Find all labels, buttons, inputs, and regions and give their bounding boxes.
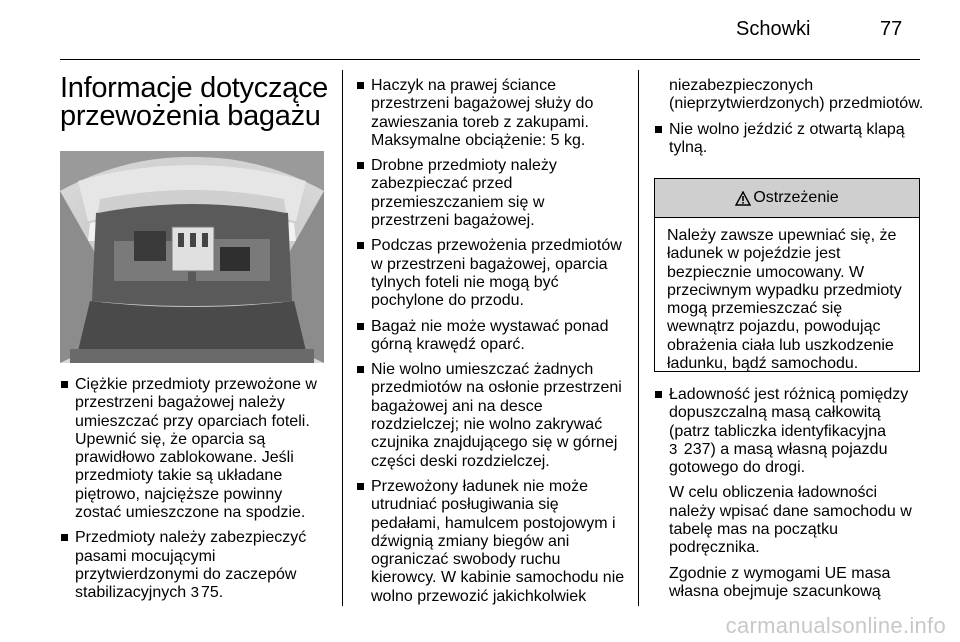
list-item-text: Haczyk na prawej ściance przestrzeni bagażowej służy do zawieszania toreb z zakupami. Maksymalne obciążenie: 5 kg. [371,77,594,149]
page-number: 77 [880,18,903,40]
luggage-compartment-photo [60,151,324,363]
list-item-text: 237) a masą własną pojazdu gotowego do drogi. [669,440,888,477]
column-divider-2 [638,70,639,606]
watermark-footer: carmanualsonline.info [725,613,946,638]
list-item-text: Drobne przedmioty należy zabezpieczać przed przemieszczaniem się w przestrzeni bagażowej. [371,157,557,230]
list-item [60,529,330,602]
column-3-top-list [654,77,924,164]
column-2-list [356,77,626,613]
running-header-section: Schowki [736,18,811,40]
list-item [654,121,924,158]
warning-title: Ostrzeżenie [753,189,839,206]
list-item-text: niezabezpieczonych (nieprzytwierdzonych) przedmiotów. [669,77,924,113]
heading-line-1: Informacje dotyczące [60,72,329,104]
column-3-bottom-list [654,386,924,608]
column-divider-1 [342,70,343,606]
list-item [356,237,626,310]
list-item [60,376,330,522]
list-item-text: Podczas przewożenia przedmiotów w przestrzeni bagażowej, oparcia tylnych foteli nie mogą być pochylone do przodu. [371,237,622,310]
list-item-text: Przewożony ładunek nie może utrudniać posługiwania się pedałami, hamulcem postojowym i dźwignią zmiany biegów ani ograniczać swobody ruchu kierowcy. W kabinie samochodu nie wolno przewozić jakichkolwiek [371,477,625,605]
list-item-paragraph: W celu obliczenia ładowności należy wpisać dane samochodu w tabelę mas na początku podręcznika. [669,484,912,557]
list-item-text: Ciężkie przedmioty przewożone w przestrzeni bagażowej należy umieszczać przy oparciach foteli. Upewnić się, że oparcia są prawidłowo zablokowane. Jeśli przedmioty takie są układane piętrowo, najcięższe powinny zostać umieszczone na spodzie. [75,376,317,522]
list-item-text: Nie wolno umieszczać żadnych przedmiotów na osłonie przestrzeni bagażowej ani na desce rozdzielczej; nie wolno zakrywać czujnika znajdującego się w górnej części deski rozdzielczej. [371,361,622,470]
list-item-text: Nie wolno jeździć z otwartą klapą tylną. [669,120,905,156]
list-item-text: Bagaż nie może wystawać ponad górną krawędź oparć. [371,317,609,353]
list-item [356,157,626,230]
list-item [356,318,626,355]
list-item-continuation [654,77,924,114]
page-reference-number: 75. [200,584,224,602]
warning-body: Należy zawsze upewniać się, że ładunek w pojeździe jest bezpiecznie umocowany. W przeciwnym wypadku przedmioty mogą przemieszczać się wewnątrz pojazdu, powodując obrażenia ciała lub uszkodzenie ładunku, bądź samochodu. [667,227,902,373]
heading-line-2: przewożenia bagażu [60,100,321,132]
section-heading [60,74,328,130]
page-reference-arrow-icon: 3 [669,440,678,458]
list-item [356,77,626,150]
list-item-paragraph: Zgodnie z wymogami UE masa własna obejmuje szacunkową [669,564,891,600]
header-rule [60,59,920,60]
warning-header [655,179,919,218]
page-reference-arrow-icon: 3 [190,584,199,602]
list-item-text: Ładowność jest różnicą pomiędzy dopuszczalną masą całkowitą (patrz tabliczka identyfikacyjna [669,386,909,440]
list-item [654,386,924,601]
list-item [356,361,626,471]
warning-triangle-icon [735,191,751,206]
list-item [356,478,626,606]
list-item-text: Przedmioty należy zabezpieczyć pasami mocującymi przytwierdzonymi do zaczepów stabilizacyjnych [75,529,307,602]
column-1-list [60,376,330,610]
warning-box [654,178,920,372]
